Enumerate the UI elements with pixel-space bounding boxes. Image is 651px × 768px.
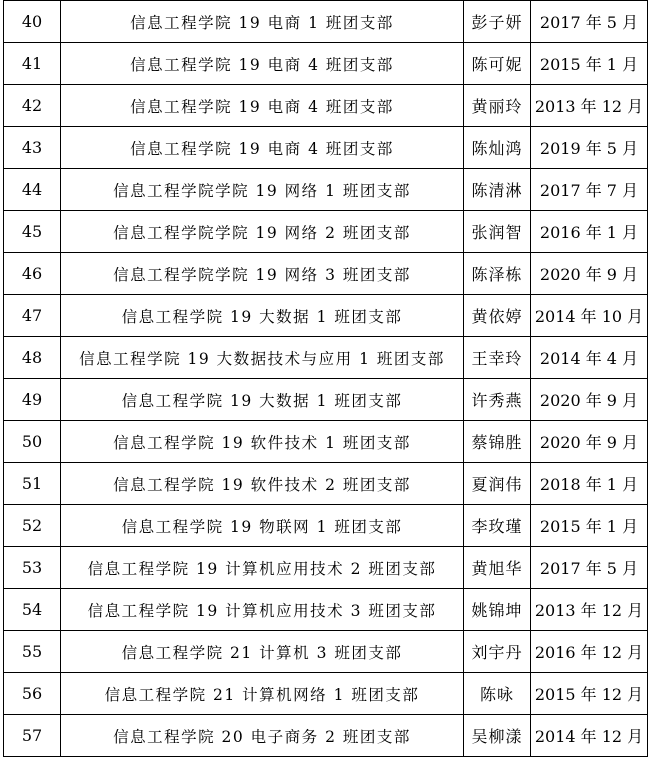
row-number-cell: 57 xyxy=(4,715,61,757)
join-date-cell: 2013 年 12 月 xyxy=(531,589,648,631)
row-number-cell: 52 xyxy=(4,505,61,547)
row-number-cell: 42 xyxy=(4,85,61,127)
row-number-cell: 48 xyxy=(4,337,61,379)
row-number-cell: 55 xyxy=(4,631,61,673)
table-row xyxy=(4,505,648,547)
branch-name-cell: 信息工程学院 19 电商 4 班团支部 xyxy=(61,43,464,85)
row-number-cell: 53 xyxy=(4,547,61,589)
join-date-cell: 2020 年 9 月 xyxy=(531,253,648,295)
table-row xyxy=(4,589,648,631)
table-row xyxy=(4,547,648,589)
join-date-cell: 2016 年 1 月 xyxy=(531,211,648,253)
branch-name-cell: 信息工程学院 19 电商 4 班团支部 xyxy=(61,127,464,169)
member-name-cell: 蔡锦胜 xyxy=(464,421,531,463)
branch-name-cell: 信息工程学院 19 物联网 1 班团支部 xyxy=(61,505,464,547)
member-name-cell: 姚锦坤 xyxy=(464,589,531,631)
branch-name-cell: 信息工程学院 20 电子商务 2 班团支部 xyxy=(61,715,464,757)
row-number-cell: 46 xyxy=(4,253,61,295)
join-date-cell: 2018 年 1 月 xyxy=(531,463,648,505)
table-row xyxy=(4,85,648,127)
join-date-cell: 2015 年 1 月 xyxy=(531,43,648,85)
table-row xyxy=(4,337,648,379)
branch-name-cell: 信息工程学院学院 19 网络 2 班团支部 xyxy=(61,211,464,253)
table-row xyxy=(4,169,648,211)
branch-name-cell: 信息工程学院 19 大数据技术与应用 1 班团支部 xyxy=(61,337,464,379)
member-name-cell: 黄丽玲 xyxy=(464,85,531,127)
row-number-cell: 43 xyxy=(4,127,61,169)
member-name-cell: 黄旭华 xyxy=(464,547,531,589)
table-row xyxy=(4,421,648,463)
row-number-cell: 47 xyxy=(4,295,61,337)
join-date-cell: 2016 年 12 月 xyxy=(531,631,648,673)
join-date-cell: 2015 年 12 月 xyxy=(531,673,648,715)
table-row xyxy=(4,463,648,505)
join-date-cell: 2017 年 5 月 xyxy=(531,1,648,43)
table-row xyxy=(4,1,648,43)
member-name-cell: 陈可妮 xyxy=(464,43,531,85)
row-number-cell: 44 xyxy=(4,169,61,211)
branch-name-cell: 信息工程学院 19 软件技术 1 班团支部 xyxy=(61,421,464,463)
member-name-cell: 陈泽栋 xyxy=(464,253,531,295)
table-row xyxy=(4,211,648,253)
table-row xyxy=(4,673,648,715)
branch-name-cell: 信息工程学院 19 大数据 1 班团支部 xyxy=(61,379,464,421)
member-name-cell: 夏润伟 xyxy=(464,463,531,505)
branch-name-cell: 信息工程学院 19 大数据 1 班团支部 xyxy=(61,295,464,337)
member-name-cell: 李玫瑾 xyxy=(464,505,531,547)
member-table-body xyxy=(4,1,648,757)
table-row xyxy=(4,253,648,295)
row-number-cell: 45 xyxy=(4,211,61,253)
branch-name-cell: 信息工程学院学院 19 网络 3 班团支部 xyxy=(61,253,464,295)
join-date-cell: 2020 年 9 月 xyxy=(531,421,648,463)
table-row xyxy=(4,295,648,337)
table-row xyxy=(4,43,648,85)
join-date-cell: 2019 年 5 月 xyxy=(531,127,648,169)
row-number-cell: 51 xyxy=(4,463,61,505)
table-row xyxy=(4,127,648,169)
branch-name-cell: 信息工程学院 21 计算机网络 1 班团支部 xyxy=(61,673,464,715)
join-date-cell: 2015 年 1 月 xyxy=(531,505,648,547)
branch-name-cell: 信息工程学院 19 计算机应用技术 2 班团支部 xyxy=(61,547,464,589)
table-row xyxy=(4,631,648,673)
row-number-cell: 41 xyxy=(4,43,61,85)
branch-name-cell: 信息工程学院 19 软件技术 2 班团支部 xyxy=(61,463,464,505)
join-date-cell: 2014 年 4 月 xyxy=(531,337,648,379)
row-number-cell: 49 xyxy=(4,379,61,421)
row-number-cell: 54 xyxy=(4,589,61,631)
join-date-cell: 2014 年 10 月 xyxy=(531,295,648,337)
join-date-cell: 2017 年 7 月 xyxy=(531,169,648,211)
branch-name-cell: 信息工程学院 19 电商 1 班团支部 xyxy=(61,1,464,43)
member-name-cell: 黄依婷 xyxy=(464,295,531,337)
member-name-cell: 吴柳漾 xyxy=(464,715,531,757)
member-name-cell: 彭子妍 xyxy=(464,1,531,43)
member-name-cell: 王幸玲 xyxy=(464,337,531,379)
branch-name-cell: 信息工程学院 21 计算机 3 班团支部 xyxy=(61,631,464,673)
branch-name-cell: 信息工程学院学院 19 网络 1 班团支部 xyxy=(61,169,464,211)
join-date-cell: 2017 年 5 月 xyxy=(531,547,648,589)
branch-name-cell: 信息工程学院 19 电商 4 班团支部 xyxy=(61,85,464,127)
member-table xyxy=(3,0,648,757)
row-number-cell: 50 xyxy=(4,421,61,463)
join-date-cell: 2020 年 9 月 xyxy=(531,379,648,421)
join-date-cell: 2014 年 12 月 xyxy=(531,715,648,757)
member-name-cell: 刘宇丹 xyxy=(464,631,531,673)
row-number-cell: 40 xyxy=(4,1,61,43)
branch-name-cell: 信息工程学院 19 计算机应用技术 3 班团支部 xyxy=(61,589,464,631)
member-name-cell: 陈咏 xyxy=(464,673,531,715)
member-name-cell: 陈清淋 xyxy=(464,169,531,211)
member-name-cell: 许秀燕 xyxy=(464,379,531,421)
member-name-cell: 张润智 xyxy=(464,211,531,253)
row-number-cell: 56 xyxy=(4,673,61,715)
table-row xyxy=(4,715,648,757)
table-row xyxy=(4,379,648,421)
member-name-cell: 陈灿鸿 xyxy=(464,127,531,169)
join-date-cell: 2013 年 12 月 xyxy=(531,85,648,127)
